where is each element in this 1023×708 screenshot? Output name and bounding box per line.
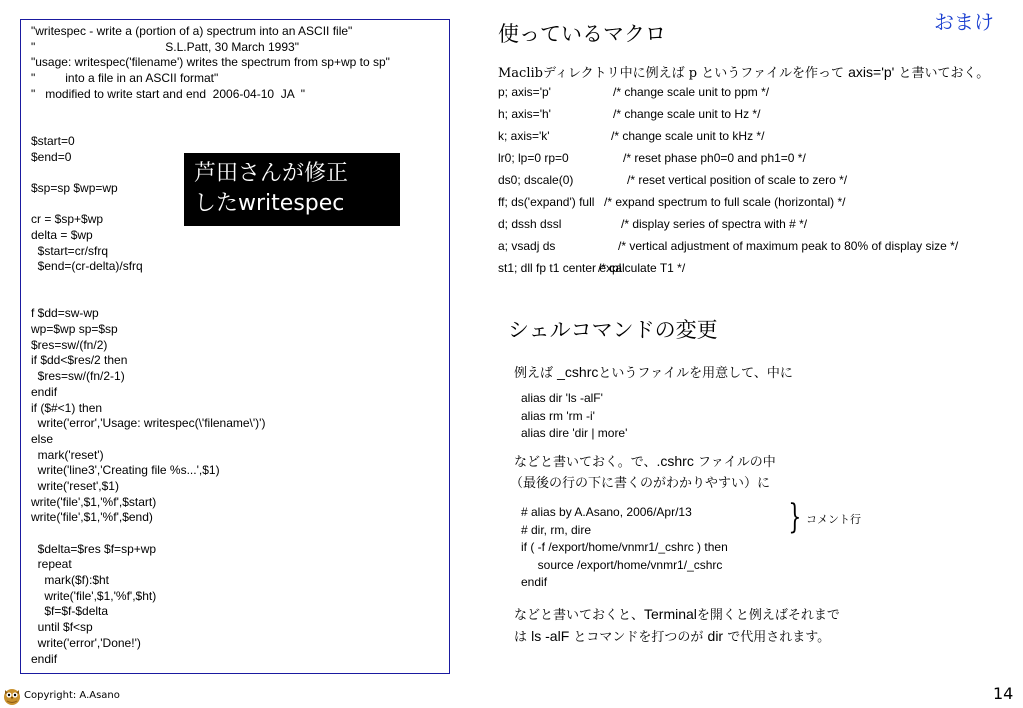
- macro-intro: [498, 62, 989, 81]
- code-line: delta = $wp: [31, 227, 93, 242]
- cshrc-listing: [521, 504, 728, 592]
- code-line: write('reset',$1): [31, 478, 119, 493]
- code-line: $end=(cr-delta)/sfrq: [31, 259, 143, 274]
- cshrc-line: endif: [521, 575, 548, 589]
- macro-intro-c: と書いておく。: [894, 66, 990, 81]
- macro-heading: 使っているマクロ: [498, 22, 666, 46]
- code-line: write('file',$1,'%f',$end): [31, 510, 153, 525]
- code-line: write('line3','Creating file %s...',$1): [31, 463, 220, 478]
- code-line: endif: [31, 651, 58, 666]
- code-line: [31, 102, 390, 118]
- code-line: write('error','Done!'): [31, 635, 141, 650]
- shell-mid1-c: ファイルの中: [693, 455, 776, 470]
- macro-command: k; axis='k': [498, 129, 550, 143]
- macro-comment: /* vertical adjustment of maximum peak to 80% of display size */: [618, 239, 959, 253]
- macro-command: st1; dll fp t1 center expl: [498, 261, 622, 275]
- shell-end2-e: で代用されます。: [723, 630, 831, 645]
- macro-intro-b: axis='p': [848, 64, 895, 80]
- code-line: $delta=$res $f=sp+wp: [31, 541, 157, 556]
- code-line: mark($f):$ht: [31, 573, 110, 588]
- code-line: $f=$f-$delta: [31, 604, 109, 619]
- code-line: $sp=sp $wp=wp: [31, 180, 118, 195]
- alias-line: alias dir 'ls -alF': [521, 391, 603, 405]
- code-line: f $dd=sw-wp: [31, 306, 99, 321]
- macro-command: ff; ds('expand') full: [498, 195, 595, 209]
- macro-comment: /* display series of spectra with # */: [621, 217, 808, 231]
- callout-line2-en: writespec: [238, 191, 345, 216]
- page-number: 14: [993, 684, 1014, 703]
- shell-end2: [514, 626, 830, 645]
- macro-comment: /* change scale unit to Hz */: [613, 107, 761, 121]
- macro-intro-a: Maclibディレクトリ中に例えば p というファイルを作って: [498, 66, 849, 81]
- alias-listing: [521, 390, 627, 443]
- code-line: else: [31, 431, 54, 446]
- code-line: [31, 118, 390, 134]
- code-line: until $f<sp: [31, 620, 93, 635]
- cshrc-line: # alias by A.Asano, 2006/Apr/13: [521, 505, 692, 519]
- shell-heading: シェルコマンドの変更: [508, 318, 718, 342]
- code-listing: [31, 24, 390, 667]
- shell-mid1-a: などと書いておく。で、: [514, 455, 657, 470]
- alias-line: alias rm 'rm -i': [521, 408, 595, 423]
- callout-line2-jp: した: [194, 191, 239, 216]
- macro-command: h; axis='h': [498, 107, 551, 121]
- code-line: write('file',$1,'%f',$start): [31, 494, 157, 509]
- macro-command: ds0; dscale(0): [498, 173, 574, 187]
- shell-end1-a: などと書いておくと、: [514, 608, 645, 623]
- macro-comment: /* change scale unit to kHz */: [611, 129, 765, 143]
- code-line: $start=0: [31, 133, 75, 148]
- callout-line1: 芦田さんが修正: [194, 161, 349, 186]
- code-line: [31, 275, 390, 291]
- shell-end1-b: Terminal: [644, 606, 697, 622]
- shell-end2-d: dir: [707, 628, 724, 644]
- owl-logo-icon: [2, 686, 22, 706]
- code-panel: [20, 19, 450, 674]
- omake-label: おまけ: [934, 10, 994, 34]
- code-line: [31, 526, 390, 542]
- brace-icon: }: [788, 497, 802, 537]
- shell-intro-b: _cshrc: [557, 364, 599, 380]
- shell-intro-a: 例えば: [514, 366, 558, 381]
- code-line: endif: [31, 384, 58, 399]
- callout-box: [184, 153, 400, 226]
- code-line: wp=$wp sp=$sp: [31, 322, 118, 337]
- comment-note: コメント行: [806, 513, 861, 526]
- macro-command: lr0; lp=0 rp=0: [498, 151, 569, 165]
- shell-end2-b: ls -alF: [531, 628, 570, 644]
- code-line: if $dd<$res/2 then: [31, 353, 128, 368]
- shell-intro-c: というファイルを用意して、中に: [598, 366, 793, 381]
- macro-command: a; vsadj ds: [498, 239, 556, 253]
- code-line: cr = $sp+$wp: [31, 212, 104, 227]
- shell-end1-c: を開くと例えばそれまで: [696, 608, 840, 623]
- shell-mid1: [514, 451, 776, 470]
- cshrc-line: # dir, rm, dire: [521, 522, 592, 537]
- code-line: "usage: writespec('filename') writes the spectrum from sp+wp to sp": [31, 55, 390, 70]
- cshrc-line: if ( -f /export/home/vnmr1/_cshrc ) then: [521, 540, 728, 554]
- code-line: $start=cr/sfrq: [31, 243, 109, 258]
- shell-end2-c: とコマンドを打つのが: [569, 630, 708, 645]
- cshrc-line: source /export/home/vnmr1/_cshrc: [521, 557, 723, 572]
- copyright: Copyright: A.Asano: [24, 690, 120, 701]
- macro-comment: /* calculate T1 */: [598, 261, 686, 275]
- macro-comment: /* reset phase ph0=0 and ph1=0 */: [623, 151, 806, 165]
- shell-mid1-b: .cshrc: [656, 453, 694, 469]
- code-line: " into a file in an ASCII format": [31, 71, 219, 86]
- alias-line: alias dire 'dir | more': [521, 426, 628, 440]
- code-line: " S.L.Patt, 30 March 1993": [31, 39, 299, 54]
- macro-comment: /* reset vertical position of scale to zero */: [627, 173, 848, 187]
- code-line: "writespec - write a (portion of a) spectrum into an ASCII file": [31, 24, 353, 38]
- macro-command: p; axis='p': [498, 85, 551, 99]
- code-line: $res=sw/(fn/2-1): [31, 369, 125, 384]
- macro-command: d; dssh dssl: [498, 217, 562, 231]
- code-line: mark('reset'): [31, 447, 104, 462]
- code-line: [31, 291, 390, 307]
- macro-comment: /* expand spectrum to full scale (horizontal) */: [604, 195, 846, 209]
- shell-end2-a: は: [514, 630, 532, 645]
- code-line: write('error','Usage: writespec(\'filename\')'): [31, 416, 266, 431]
- code-line: repeat: [31, 557, 72, 572]
- shell-mid2: （最後の行の下に書くのがわかりやすい）に: [510, 476, 771, 491]
- shell-end1: [514, 604, 840, 623]
- macro-comment: /* change scale unit to ppm */: [613, 85, 770, 99]
- code-line: $end=0: [31, 149, 72, 164]
- shell-intro: [514, 362, 793, 381]
- code-line: if ($#<1) then: [31, 400, 103, 415]
- callout-line2: [194, 189, 390, 219]
- code-line: " modified to write start and end 2006-04-10 JA ": [31, 86, 306, 101]
- code-line: $res=sw/(fn/2): [31, 337, 108, 352]
- code-line: write('file',$1,'%f',$ht): [31, 588, 157, 603]
